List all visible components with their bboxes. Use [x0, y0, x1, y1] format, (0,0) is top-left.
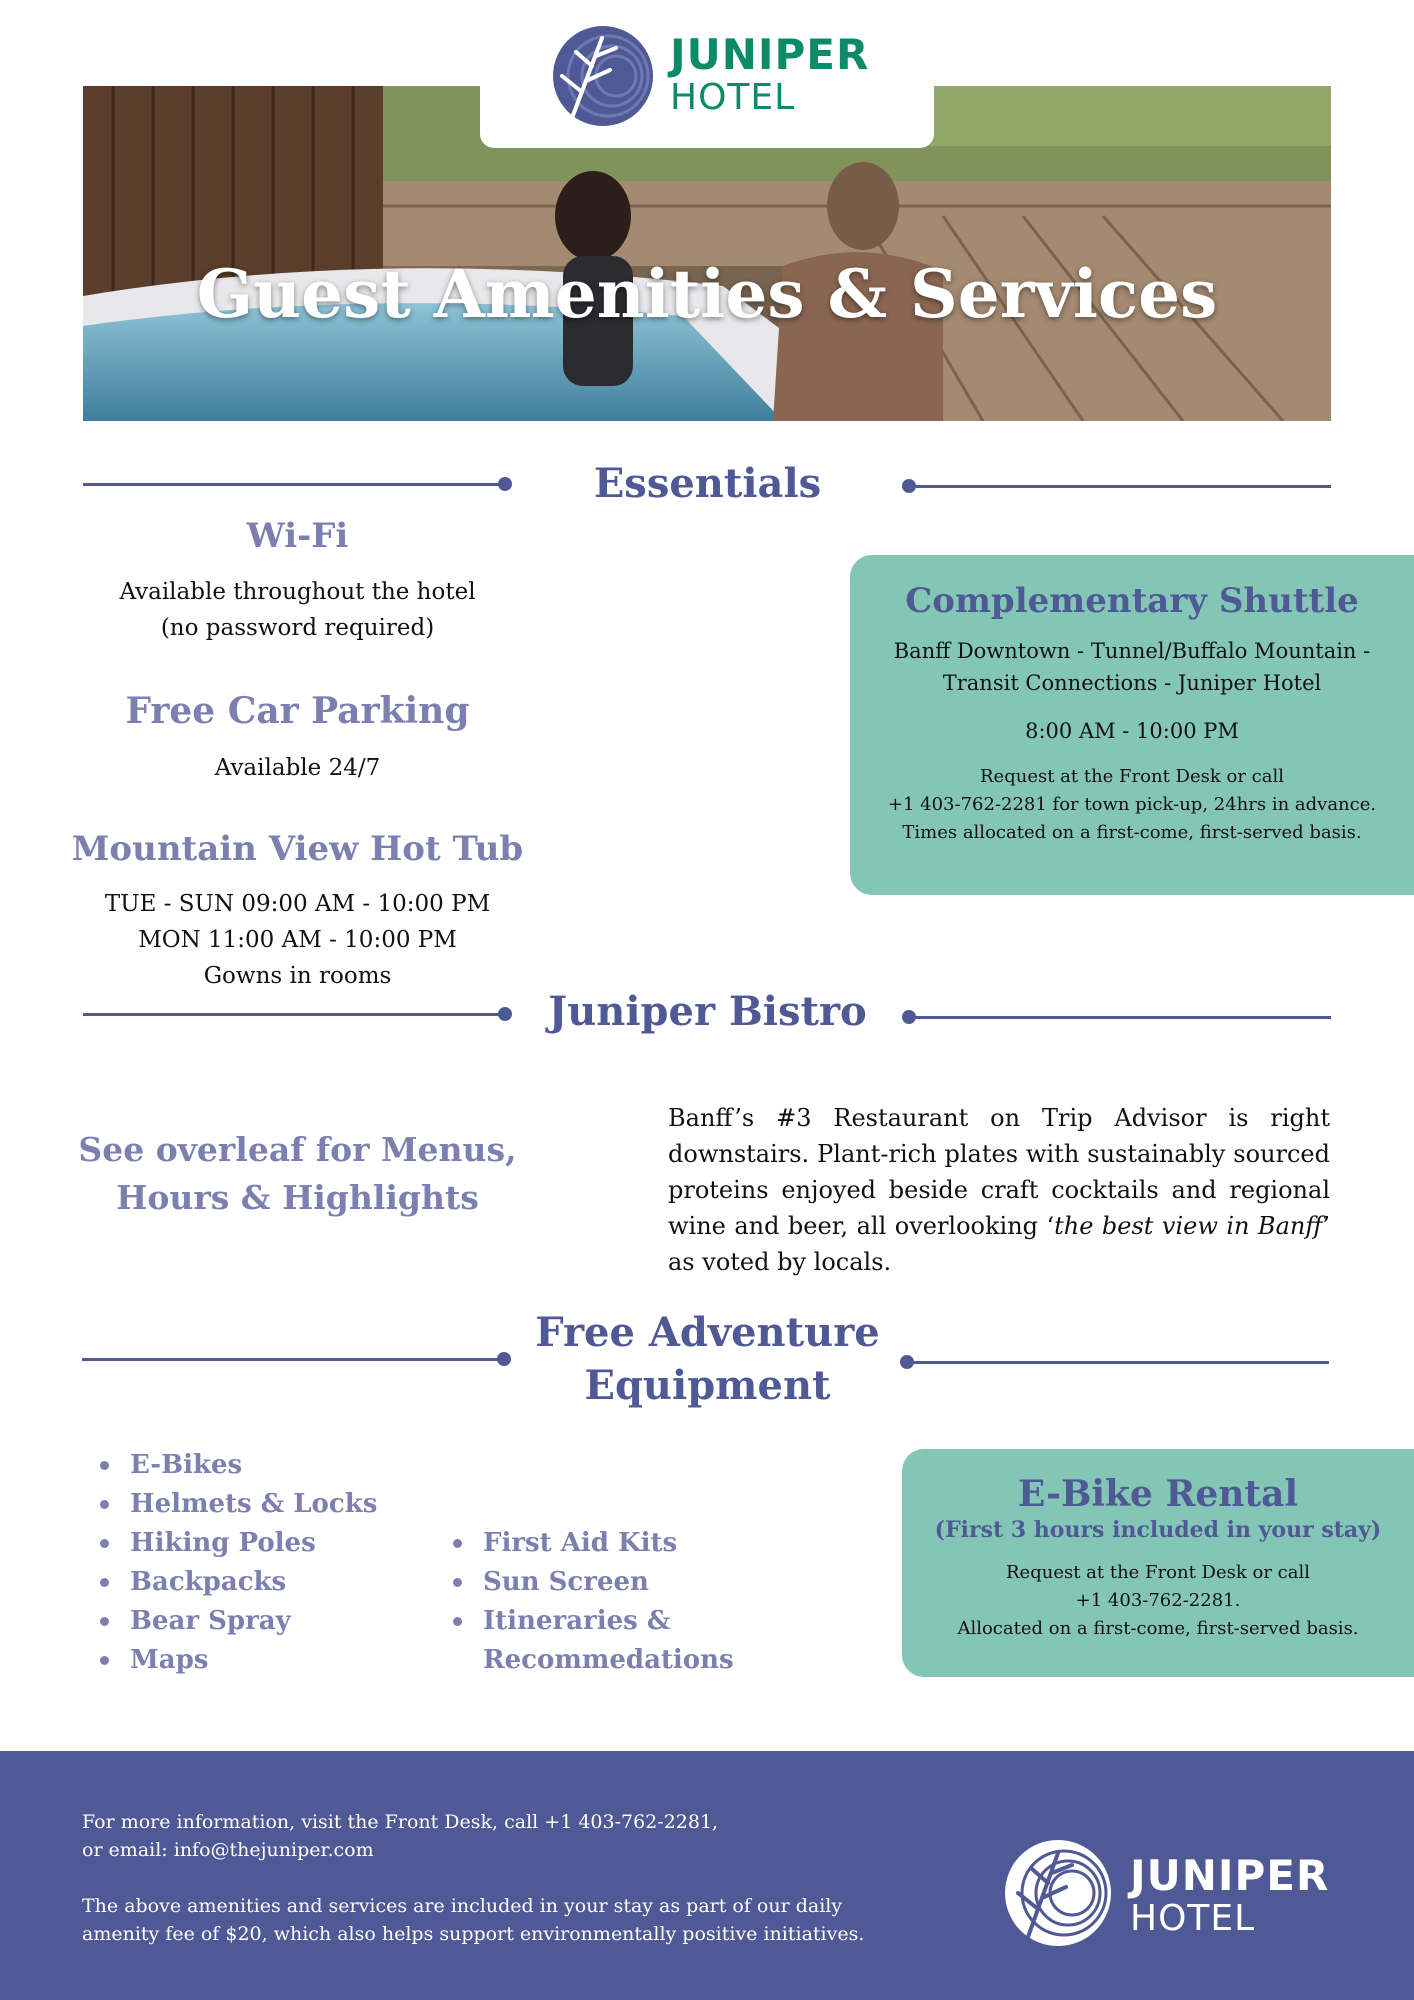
ebike-title: E-Bike Rental: [1017, 1473, 1299, 1515]
divider-right: [910, 485, 1331, 488]
bullet-icon: [100, 1539, 109, 1548]
brand-name-line2: HOTEL: [1130, 1898, 1256, 1939]
bullet-icon: [100, 1578, 109, 1587]
shuttle-route-line: Transit Connections - Juniper Hotel: [942, 671, 1322, 695]
shuttle-hours: 8:00 AM - 10:00 PM: [1025, 719, 1239, 743]
ebike-note: [902, 1559, 1414, 1643]
juniper-logo-icon: [1004, 1839, 1112, 1947]
footer-contact: [82, 1808, 982, 1864]
bullet-icon: [100, 1617, 109, 1626]
shuttle-card: [850, 555, 1414, 895]
shuttle-route-line: Banff Downtown - Tunnel/Buffalo Mountain -: [893, 639, 1371, 663]
footer-line: or email: info@thejuniper.com: [82, 1839, 374, 1861]
equipment-list-1: [96, 1446, 426, 1680]
equipment-item: E-Bikes: [130, 1450, 243, 1480]
list-item: [96, 1563, 426, 1602]
bistro-text-part: ’ as voted by locals.: [668, 1212, 1330, 1276]
juniper-logo-icon: [550, 26, 656, 126]
divider-right: [910, 1016, 1331, 1019]
section-heading-essentials: Essentials: [593, 460, 822, 507]
hot-tub-info: [50, 886, 545, 994]
bullet-icon: [100, 1461, 109, 1470]
list-item: [96, 1602, 426, 1641]
equipment-list-2: [449, 1524, 809, 1680]
parking-title: Free Car Parking: [125, 690, 470, 732]
list-item: [449, 1602, 809, 1680]
equipment-item: Sun Screen: [483, 1567, 649, 1597]
top-logo: [480, 0, 934, 148]
shuttle-note-line: Times allocated on a first-come, first-served basis.: [902, 822, 1362, 843]
equipment-item: Itineraries &: [483, 1606, 671, 1636]
wifi-title: Wi-Fi: [246, 516, 349, 556]
shuttle-note: [850, 763, 1414, 847]
divider-right: [908, 1361, 1329, 1364]
footer-fee-note: [82, 1892, 982, 1948]
ebike-note-line: Allocated on a first-come, first-served basis.: [957, 1618, 1359, 1639]
divider-left: [82, 1358, 502, 1361]
shuttle-note-line: Request at the Front Desk or call: [980, 766, 1284, 787]
section-heading-equipment: [520, 1306, 895, 1412]
hero-title: Guest Amenities & Services: [196, 255, 1218, 333]
shuttle-route: [850, 635, 1414, 699]
hot-tub-line: TUE - SUN 09:00 AM - 10:00 PM: [104, 891, 491, 917]
ebike-subtitle: (First 3 hours included in your stay): [934, 1517, 1382, 1543]
divider-dot: [498, 1007, 512, 1021]
list-item: [96, 1641, 426, 1680]
brand-name-line2: HOTEL: [670, 77, 796, 118]
bistro-text-italic: the best view in Banff: [1054, 1212, 1323, 1240]
wifi-line: (no password required): [160, 615, 435, 641]
bullet-icon: [100, 1500, 109, 1509]
divider-dot: [498, 477, 512, 491]
equipment-heading-line: Equipment: [584, 1362, 831, 1409]
equipment-item: First Aid Kits: [483, 1528, 678, 1558]
divider-left: [83, 483, 503, 486]
shuttle-note-line: +1 403-762-2281 for town pick-up, 24hrs in advance.: [887, 794, 1377, 815]
list-item: [449, 1563, 809, 1602]
bullet-icon: [100, 1656, 109, 1665]
equipment-item: Helmets & Locks: [130, 1489, 378, 1519]
equipment-item: Bear Spray: [130, 1606, 291, 1636]
equipment-item: Recommedations: [483, 1645, 734, 1675]
hot-tub-line: Gowns in rooms: [203, 963, 392, 989]
parking-info: Available 24/7: [214, 755, 381, 781]
footer-logo-text: [1130, 1851, 1330, 1939]
list-item: [96, 1485, 426, 1524]
ebike-note-line: +1 403-762-2281.: [1075, 1590, 1241, 1611]
brand-name-line1: JUNIPER: [670, 30, 870, 79]
shuttle-title: Complementary Shuttle: [905, 581, 1359, 621]
section-heading-bistro: Juniper Bistro: [548, 988, 867, 1035]
top-logo-text: [670, 30, 870, 118]
bistro-overleaf-line: See overleaf for Menus,: [78, 1130, 517, 1169]
brand-name-line1: JUNIPER: [1130, 1851, 1330, 1900]
divider-left: [83, 1013, 503, 1016]
bullet-icon: [453, 1578, 462, 1587]
bistro-overleaf-line: Hours & Highlights: [116, 1178, 479, 1217]
list-item: [96, 1446, 426, 1485]
divider-dot: [497, 1352, 511, 1366]
equipment-heading-line: Free Adventure: [535, 1309, 880, 1356]
bullet-icon: [453, 1539, 462, 1548]
ebike-note-line: Request at the Front Desk or call: [1006, 1562, 1310, 1583]
hot-tub-line: MON 11:00 AM - 10:00 PM: [138, 927, 457, 953]
bistro-overleaf-note: [60, 1126, 535, 1222]
footer: [0, 1751, 1414, 2000]
wifi-info: [50, 574, 545, 646]
bullet-icon: [453, 1617, 462, 1626]
list-item: [96, 1524, 426, 1563]
equipment-item: Maps: [130, 1645, 209, 1675]
bistro-text-part: Banff’s #3 Restaurant on Trip Advisor is right downstairs. Plant-rich plates with sustainably sourced proteins enjoyed beside craft cocktails and regional wine and beer, all overlooking ‘: [668, 1104, 1330, 1240]
bistro-description: [668, 1100, 1330, 1280]
footer-line: The above amenities and services are included in your stay as part of our daily: [82, 1895, 843, 1917]
wifi-line: Available throughout the hotel: [119, 579, 476, 605]
list-item: [449, 1524, 809, 1563]
hot-tub-title: Mountain View Hot Tub: [71, 829, 524, 869]
equipment-item: Hiking Poles: [130, 1528, 316, 1558]
equipment-item: Backpacks: [130, 1567, 287, 1597]
footer-line: amenity fee of $20, which also helps support environmentally positive initiatives.: [82, 1923, 865, 1945]
ebike-card: [902, 1449, 1414, 1677]
footer-line: For more information, visit the Front Desk, call +1 403-762-2281,: [82, 1811, 719, 1833]
